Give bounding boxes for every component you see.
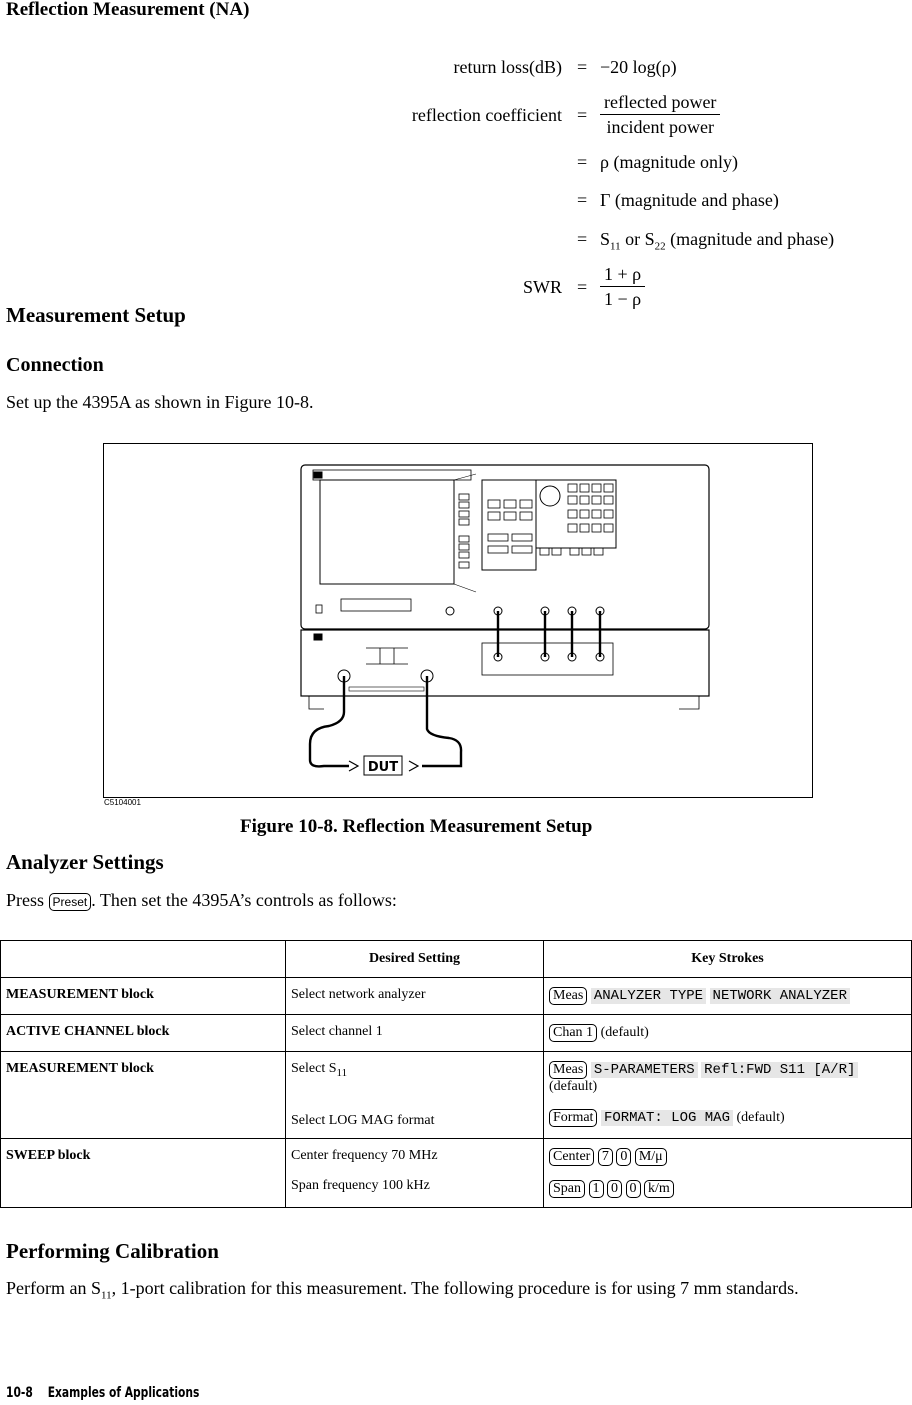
reflection-fraction: [600, 90, 720, 139]
kilo-milli-key[interactable]: k/m: [644, 1180, 674, 1198]
keystrokes-cell: [544, 1138, 912, 1207]
setting-cell: [286, 1138, 544, 1207]
instrument-diagram: [104, 444, 812, 797]
meas-key[interactable]: Meas: [549, 987, 587, 1005]
block-cell: SWEEP block: [1, 1138, 286, 1207]
column-header: [1, 941, 286, 978]
setting-cell: Select channel 1: [286, 1015, 544, 1052]
reflection-coefficient-label: reflection coefficient: [411, 105, 562, 125]
press-text: Press: [6, 890, 45, 910]
table-row: [1, 1015, 912, 1052]
block-cell: ACTIVE CHANNEL block: [1, 1015, 286, 1052]
connection-text: Set up the 4395A as shown in Figure 10-8.: [6, 392, 314, 412]
measurement-setup-heading: Measurement Setup: [6, 303, 186, 327]
s-parameter-line: [600, 229, 834, 253]
analyzer-settings-heading: Analyzer Settings: [6, 850, 164, 874]
fraction-denominator: incident power: [606, 117, 714, 137]
calibration-heading: Performing Calibration: [6, 1239, 219, 1263]
softkey-format-log-mag[interactable]: FORMAT: LOG MAG: [601, 1110, 733, 1126]
column-header: Desired Setting: [286, 941, 544, 978]
calibration-text-part: , 1-port calibration for this measurement. The following procedure is for using 7 mm standards.: [111, 1278, 799, 1298]
softkey-analyzer-type[interactable]: ANALYZER TYPE: [591, 988, 706, 1004]
default-note: (default): [736, 1110, 785, 1125]
page-footer: 10-8 Examples of Applications: [6, 1385, 200, 1401]
fraction-denominator: 1 − ρ: [604, 289, 642, 309]
equals-sign: =: [577, 152, 588, 172]
rho-line: ρ (magnitude only): [600, 152, 738, 172]
press-instruction: [6, 890, 397, 911]
equals-sign: =: [577, 229, 588, 249]
table-row: [1, 978, 912, 1015]
fraction-numerator: reflected power: [600, 90, 720, 115]
setting-text: Center frequency 70 MHz: [291, 1147, 438, 1163]
keystrokes-cell: [544, 1052, 912, 1139]
figure-caption: Figure 10-8. Reflection Measurement Setup: [240, 816, 593, 837]
press-text: . Then set the 4395A’s controls as follows:: [91, 890, 397, 910]
s-sub: 22: [654, 240, 666, 253]
digit-0-key[interactable]: 0: [626, 1180, 641, 1198]
default-note: (default): [600, 1025, 649, 1040]
digit-1-key[interactable]: 1: [589, 1180, 604, 1198]
return-loss-label: return loss(dB): [453, 57, 562, 77]
setting-text: Span frequency 100 kHz: [291, 1177, 430, 1193]
swr-fraction: [600, 262, 645, 311]
setting-cell: Select network analyzer: [286, 978, 544, 1015]
keystrokes-cell: [544, 978, 912, 1015]
calibration-text: [6, 1275, 911, 1310]
digit-0-key[interactable]: 0: [607, 1180, 622, 1198]
setting-sub: 11: [336, 1066, 348, 1079]
s-text: or S: [620, 229, 655, 249]
connection-heading: Connection: [6, 354, 104, 376]
setting-cell: [286, 1052, 544, 1139]
gamma-line: Γ (magnitude and phase): [600, 190, 779, 210]
table-row: [1, 1052, 912, 1139]
s-sub: 11: [610, 240, 621, 253]
keystrokes-cell: [544, 1015, 912, 1052]
return-loss-formula: −20 log(ρ): [600, 57, 677, 77]
setup-figure: [103, 443, 813, 798]
section-title: Reflection Measurement (NA): [6, 0, 250, 20]
preset-key[interactable]: Preset: [49, 893, 92, 911]
swr-label: SWR: [522, 277, 562, 297]
softkey-s-parameters[interactable]: S-PARAMETERS: [591, 1062, 698, 1078]
format-key[interactable]: Format: [549, 1109, 597, 1127]
figure-id: C5104001: [104, 798, 141, 807]
center-key[interactable]: Center: [549, 1148, 594, 1166]
digit-0-key[interactable]: 0: [616, 1148, 631, 1166]
digit-7-key[interactable]: 7: [598, 1148, 613, 1166]
dut-label: DUT: [367, 760, 399, 775]
column-header: Key Strokes: [544, 941, 912, 978]
settings-table: [0, 940, 912, 1208]
mega-micro-key[interactable]: M/μ: [635, 1148, 667, 1166]
block-cell: MEASUREMENT block: [1, 1052, 286, 1139]
equals-sign: =: [577, 277, 588, 297]
fraction-numerator: 1 + ρ: [600, 262, 645, 287]
equals-sign: =: [577, 190, 588, 210]
setting-text: Select LOG MAG format: [291, 1112, 435, 1128]
softkey-refl-fwd-s11[interactable]: Refl:FWD S11 [A/R]: [701, 1062, 858, 1078]
chan1-key[interactable]: Chan 1: [549, 1024, 597, 1042]
meas-key[interactable]: Meas: [549, 1061, 587, 1079]
softkey-network-analyzer[interactable]: NETWORK ANALYZER: [710, 988, 850, 1004]
s-text: (magnitude and phase): [665, 229, 835, 249]
table-header-row: [1, 941, 912, 978]
equals-sign: =: [577, 105, 588, 125]
setting-text: Select S: [291, 1061, 337, 1076]
block-cell: MEASUREMENT block: [1, 978, 286, 1015]
equals-sign: =: [577, 57, 588, 77]
s-text: S: [600, 229, 611, 249]
default-note: (default): [549, 1079, 598, 1094]
calibration-text-part: Perform an S: [6, 1278, 101, 1298]
span-key[interactable]: Span: [549, 1180, 585, 1198]
calibration-sub: 11: [100, 1289, 112, 1302]
table-row: [1, 1138, 912, 1207]
